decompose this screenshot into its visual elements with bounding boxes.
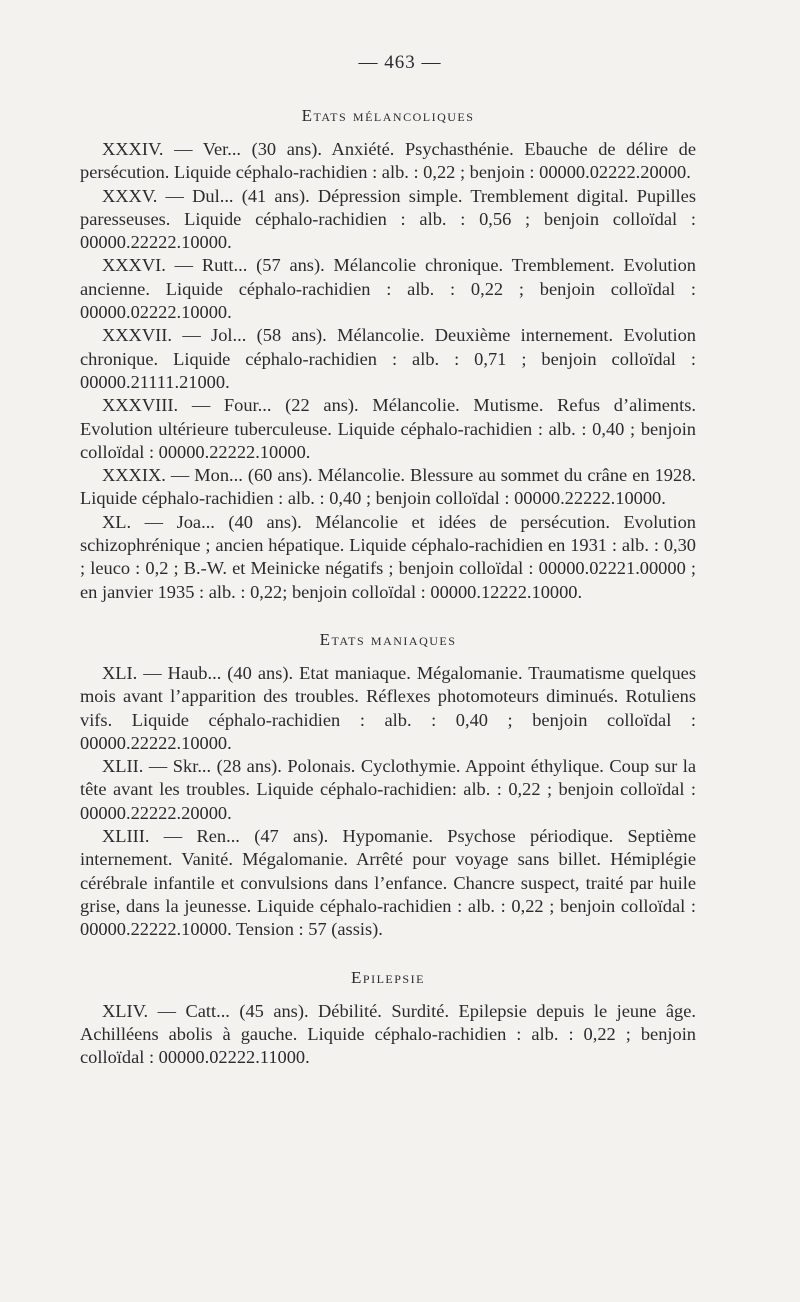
case-entry-xxxix: XXXIX. — Mon... (60 ans). Mélancolie. Blessure au sommet du crâne en 1928. Liquide céphalo-rachidien : alb. : 0,40 ; benjoin colloïdal : 00000.22222.10000. <box>80 465 696 509</box>
case-entry-xxxvi: XXXVI. — Rutt... (57 ans). Mélancolie chronique. Tremblement. Evolution ancienne. Liquide céphalo-rachidien : alb. : 0,22 ; benjoin colloïdal : 00000.02222.10000. <box>80 255 696 323</box>
case-entry-xxxiv: XXXIV. — Ver... (30 ans). Anxiété. Psychasthénie. Ebauche de délire de persécution. Liquide céphalo-rachidien : alb. : 0,22 ; benjoin : 00000.02222.20000. <box>80 139 696 183</box>
section-title-epilepsie: Epilepsie <box>351 967 425 987</box>
case-entry-xliii: XLIII. — Ren... (47 ans). Hypomanie. Psychose périodique. Septième internement. Vanité. Mégalomanie. Arrêté pour voyage sans billet. Hémiplégie cérébrale infantile et convulsions dans l’enfance. Chancre suspect, traité par huile grise, dans la jeunesse. Liquide céphalo-rachidien : alb. : 0,22 ; benjoin colloïdal : 00000.22222.10000. Tension : 57 (assis). <box>80 826 696 940</box>
case-entry-xxxvii: XXXVII. — Jol... (58 ans). Mélancolie. Deuxième internement. Evolution chronique. Liquide céphalo-rachidien : alb. : 0,71 ; benjoin colloïdal : 00000.21111.21000. <box>80 325 696 392</box>
page-number: — 463 — <box>358 52 442 73</box>
case-entry-xlii: XLII. — Skr... (28 ans). Polonais. Cyclothymie. Appoint éthylique. Coup sur la tête avant les troubles. Liquide céphalo-rachidien: alb. : 0,22 ; benjoin colloïdal : 00000.22222.20000. <box>80 756 696 823</box>
section-title-etats-melancoliques: Etats mélancoliques <box>301 106 475 125</box>
section-title-etats-maniaques: Etats maniaques <box>319 629 457 649</box>
case-entry-xxxviii: XXXVIII. — Four... (22 ans). Mélancolie. Mutisme. Refus d’aliments. Evolution ultérieure tuberculeuse. Liquide céphalo-rachidien : alb. : 0,40 ; benjoin colloïdal : 00000.22222.10000. <box>80 395 696 462</box>
page-body <box>80 96 696 1069</box>
case-entry-xliv: XLIV. — Catt... (45 ans). Débilité. Surdité. Epilepsie depuis le jeune âge. Achilléens abolis à gauche. Liquide céphalo-rachidien : alb. : 0,22 ; benjoin colloïdal : 00000.02222.11000. <box>80 1000 696 1068</box>
case-entry-xli: XLI. — Haub... (40 ans). Etat maniaque. Mégalomanie. Traumatisme quelques mois avant l’apparition des troubles. Réflexes photomoteurs diminués. Rotuliens vifs. Liquide céphalo-rachidien : alb. : 0,40 ; benjoin colloïdal : 00000.22222.10000. <box>80 662 696 753</box>
case-entry-xl: XL. — Joa... (40 ans). Mélancolie et idées de persécution. Evolution schizophrénique ; ancien hépatique. Liquide céphalo-rachidien en 1931 : alb. : 0,30 ; leuco : 0,2 ; B.-W. et Meinicke négatifs ; benjoin colloïdal : 00000.02221.00000 ; en janvier 1935 : alb. : 0,22; benjoin colloïdal : 00000.12222.10000. <box>80 511 696 602</box>
case-entry-xxxv: XXXV. — Dul... (41 ans). Dépression simple. Tremblement digital. Pupilles paresseuses. Liquide céphalo-rachidien : alb. : 0,56 ; benjoin colloïdal : 00000.22222.10000. <box>80 185 696 253</box>
